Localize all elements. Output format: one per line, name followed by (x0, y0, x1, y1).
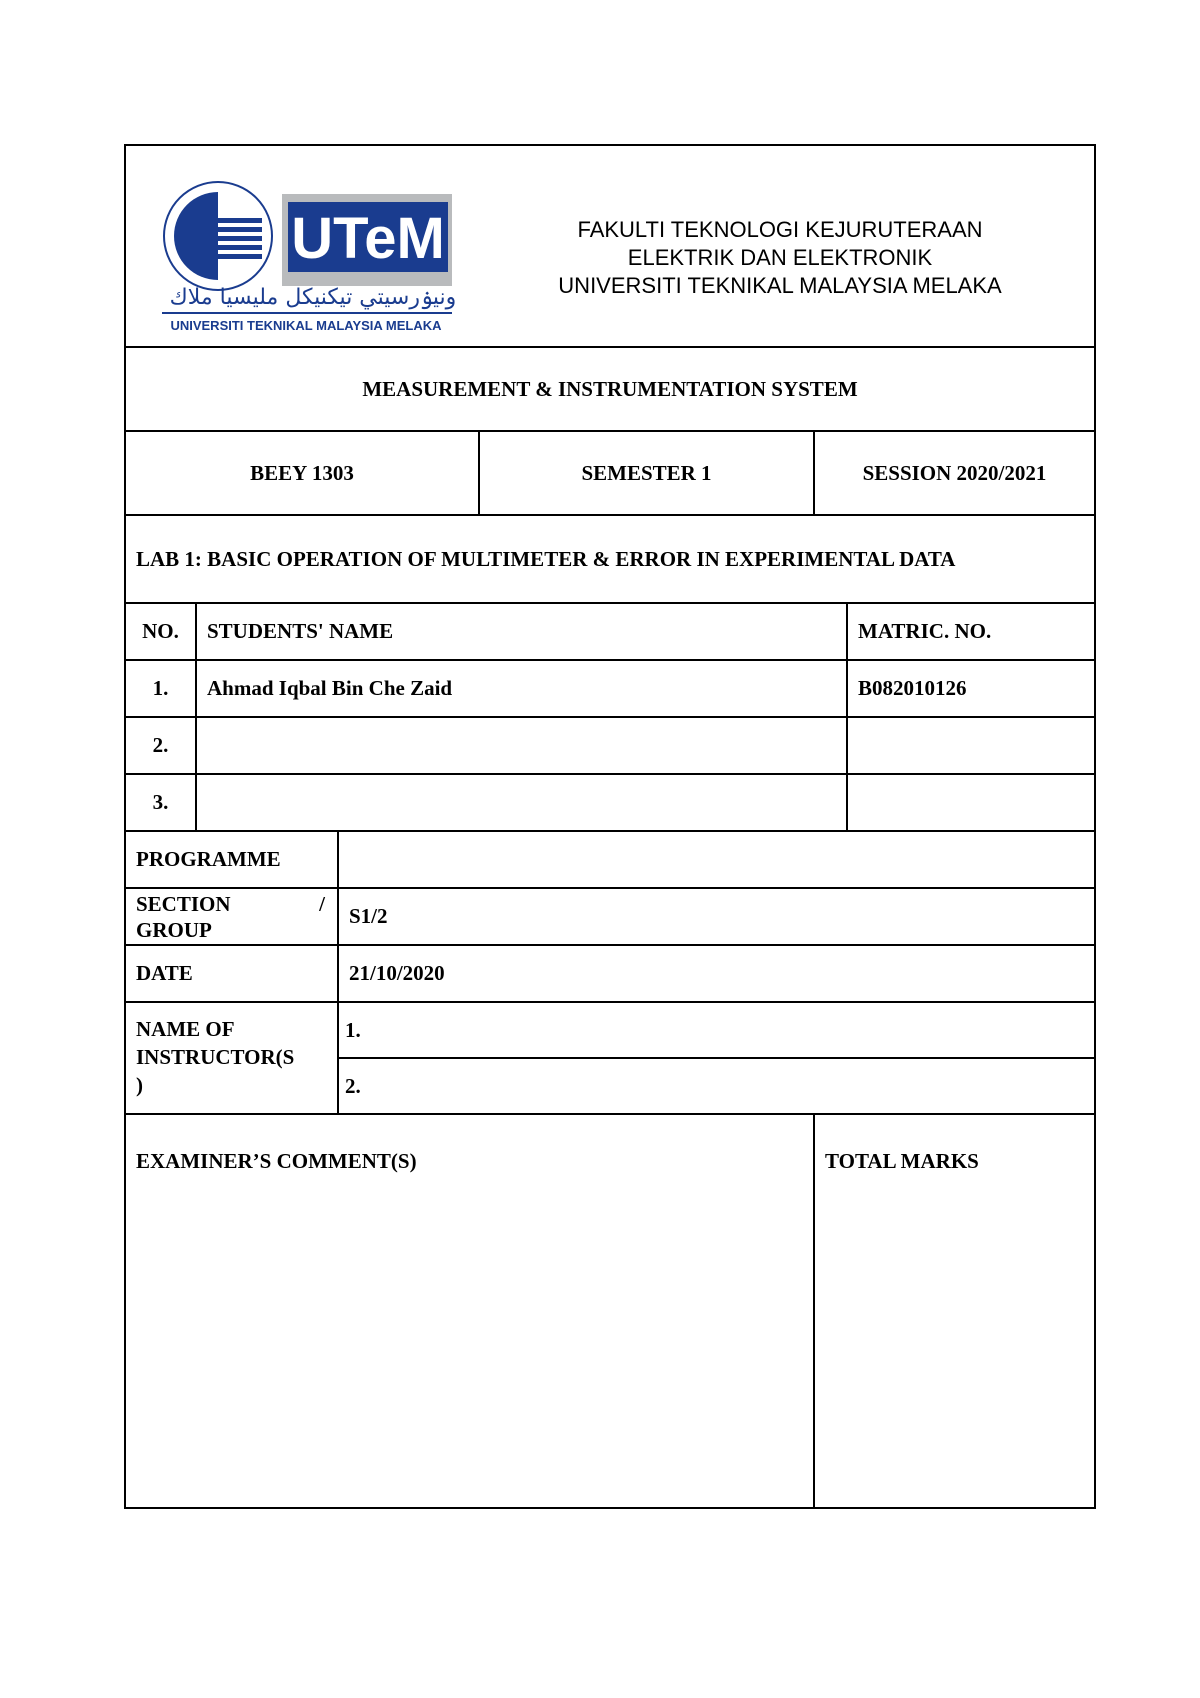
section-label-text: SECTION (136, 891, 231, 916)
session: SESSION 2020/2021 (862, 460, 1047, 485)
examiner-row (126, 1115, 1094, 1507)
group-label-text: GROUP (136, 917, 212, 942)
date-row (126, 946, 1094, 1003)
jawi-text: اونيۏرسيتي تيكنيكل مليسيا ملاك (169, 285, 456, 310)
course-title: MEASUREMENT & INSTRUMENTATION SYSTEM (362, 376, 858, 401)
faculty-line-1: FAKULTI TEKNOLOGI KEJURUTERAAN (577, 217, 983, 242)
lab-cover-sheet (124, 144, 1096, 1509)
section-row (126, 889, 1094, 946)
faculty-heading (466, 216, 1094, 300)
course-code: BEEY 1303 (126, 432, 480, 514)
instructor-label-line-3: ) (136, 1073, 143, 1097)
students-header-row (126, 604, 1094, 661)
lab-title-row (126, 516, 1094, 604)
instructor-values (339, 1003, 1094, 1113)
faculty-line-3: UNIVERSITI TEKNIKAL MALAYSIA MELAKA (558, 273, 1002, 298)
total-marks-label: TOTAL MARKS (825, 1149, 979, 1173)
header-section (126, 146, 1094, 348)
instructor-label-line-1: NAME OF (136, 1017, 235, 1041)
utem-logo-graphic (156, 174, 456, 334)
lab-title: LAB 1: BASIC OPERATION OF MULTIMETER & ERROR IN EXPERIMENTAL DATA (136, 546, 956, 571)
section-value: S1/2 (349, 904, 388, 928)
table-row (126, 661, 1094, 718)
seal-icon (164, 182, 272, 290)
programme-value (339, 832, 1094, 887)
faculty-line-2: ELEKTRIK DAN ELEKTRONIK (627, 245, 933, 270)
wordmark-text: UTeM (291, 206, 445, 271)
col-header-name: STUDENTS' NAME (197, 604, 848, 659)
course-title-row (126, 348, 1094, 432)
instructor-row (126, 1003, 1094, 1115)
student-name: Ahmad Iqbal Bin Che Zaid (197, 661, 848, 716)
date-label: DATE (126, 946, 339, 1001)
programme-row (126, 832, 1094, 889)
student-no: 1. (126, 661, 197, 716)
student-no: 2. (126, 718, 197, 773)
instructor-1: 1. (339, 1003, 1094, 1059)
table-row (126, 718, 1094, 775)
student-matric: B082010126 (858, 676, 967, 700)
student-name (197, 718, 848, 773)
date-value: 21/10/2020 (349, 961, 445, 985)
instructor-2: 2. (345, 1073, 361, 1098)
semester: SEMESTER 1 (480, 432, 815, 514)
table-row (126, 775, 1094, 832)
programme-label: PROGRAMME (126, 832, 339, 887)
student-matric (848, 775, 1094, 830)
course-info-row (126, 432, 1094, 516)
col-header-matric: MATRIC. NO. (858, 619, 992, 643)
section-slash: / (319, 891, 325, 916)
student-name (197, 775, 848, 830)
logo-caption: UNIVERSITI TEKNIKAL MALAYSIA MELAKA (170, 318, 442, 333)
instructor-label-line-2: INSTRUCTOR(S (136, 1045, 295, 1069)
utem-logo (156, 174, 456, 334)
col-header-no: NO. (126, 604, 197, 659)
examiner-comment-label: EXAMINER’S COMMENT(S) (126, 1115, 815, 1507)
section-label (126, 889, 339, 944)
student-matric (848, 718, 1094, 773)
student-no: 3. (126, 775, 197, 830)
instructor-label (126, 1003, 339, 1113)
